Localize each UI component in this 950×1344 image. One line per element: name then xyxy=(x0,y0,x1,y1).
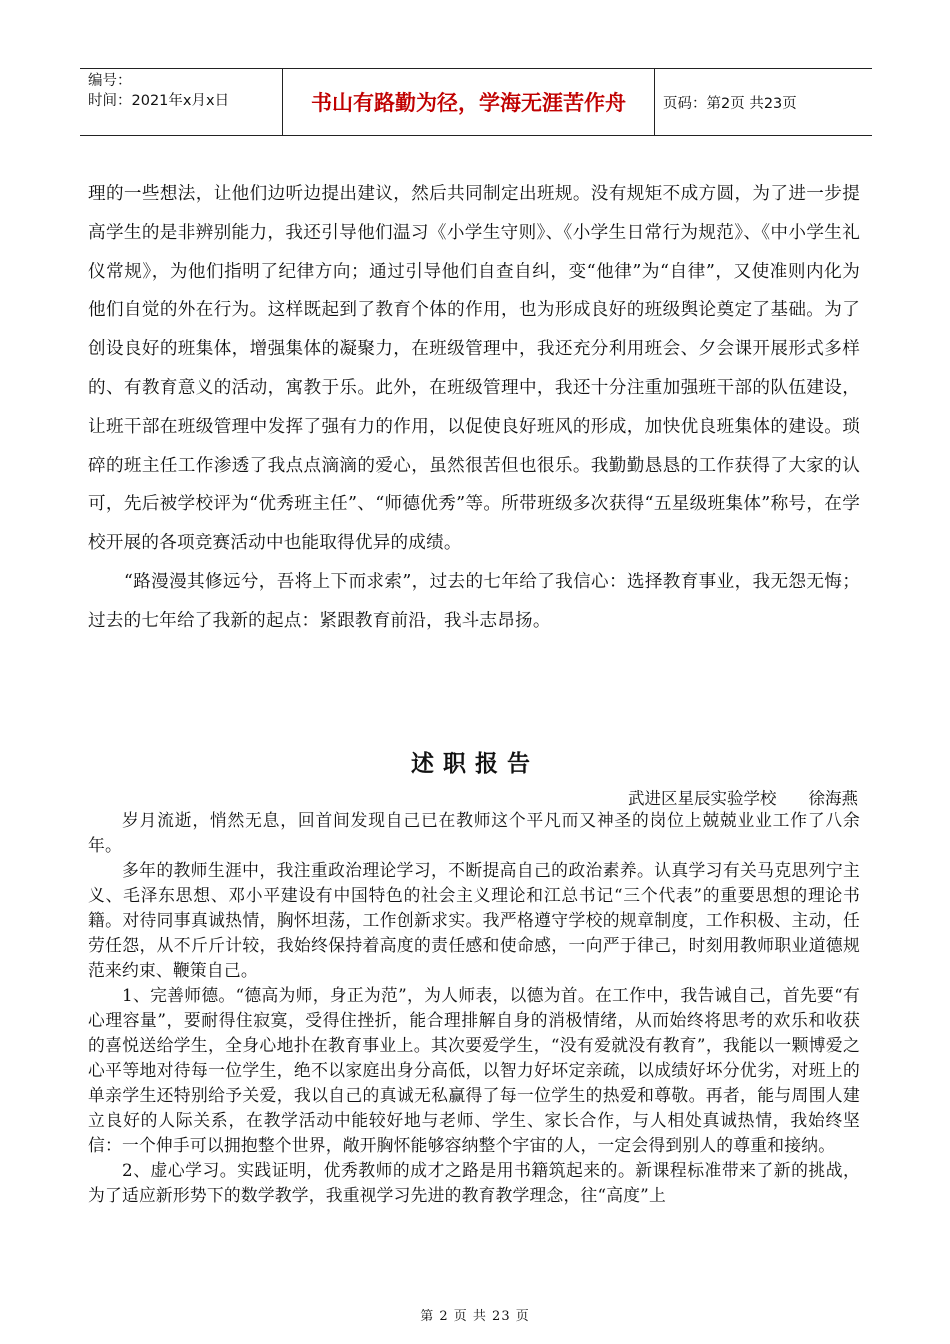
report-paragraph: 岁月流逝，悄然无息，回首间发现自己已在教师这个平凡而又神圣的岗位上兢兢业业工作了八余年。 xyxy=(88,810,860,855)
header-number: 编号： xyxy=(88,73,132,89)
report-title: 述职报告 xyxy=(411,751,539,777)
report-body xyxy=(88,808,860,1208)
header-time: 时间：2021年x月x日 xyxy=(88,93,230,109)
page-header xyxy=(80,68,872,136)
section1-paragraph: 理的一些想法，让他们边听边提出建议，然后共同制定出班规。没有规矩不成方圆，为了进一步提高学生的是非辨别能力，我还引导他们温习《小学生守则》、《小学生日常行为规范》、《中小学生礼仪常规》，为他们指明了纪律方向；通过引导他们自查自纠，变“他律”为“自律”，又使准则内化为他们自觉的外在行为。这样既起到了教育个体的作用，也为形成良好的班级舆论奠定了基础。为了创设良好的班集体，增强集体的凝聚力，在班级管理中，我还充分利用班会、夕会课开展形式多样的、有教育意义的活动，寓教于乐。此外，在班级管理中，我还十分注重加强班干部的队伍建设，让班干部在班级管理中发挥了强有力的作用，以促使良好班风的形成，加快优良班集体的建设。琐碎的班主任工作渗透了我点点滴滴的爱心，虽然很苦但也很乐。我勤勤恳恳的工作获得了大家的认可，先后被学校评为“优秀班主任”、“师德优秀”等。所带班级多次获得“五星级班集体”称号，在学校开展的各项竞赛活动中也能取得优异的成绩。 xyxy=(88,184,860,554)
section1-body xyxy=(88,175,860,641)
section1-paragraph: “路漫漫其修远兮，吾将上下而求索”，过去的七年给了我信心：选择教育事业，我无怨无悔；过去的七年给了我新的起点：紧跟教育前沿，我斗志昂扬。 xyxy=(88,571,860,631)
author-name: 徐海燕 xyxy=(808,789,858,808)
report-paragraph: 多年的教师生涯中，我注重政治理论学习，不断提高自己的政治素养。认真学习有关马克思列宁主义、毛泽东思想、邓小平建设有中国特色的社会主义理论和江总书记“三个代表”的重要思想的理论书籍。对待同事真诚热情，胸怀坦荡，工作创新求实。我严格遵守学校的规章制度，工作积极、主动，任劳任怨，从不斤斤计较，我始终保持着高度的责任感和使命感，一向严于律己，时刻用教师职业道德规范来约束、鞭策自己。 xyxy=(88,860,860,980)
page-footer: 第 2 页 共 23 页 xyxy=(420,1309,530,1324)
header-meta xyxy=(80,69,283,135)
author-line xyxy=(628,788,858,810)
report-paragraph: 2、虚心学习。实践证明，优秀教师的成才之路是用书籍筑起来的。新课程标准带来了新的挑战，为了适应新形势下的数学教学，我重视学习先进的教育教学理念，往“高度”上 xyxy=(88,1160,860,1205)
author-school: 武进区星辰实验学校 xyxy=(628,789,777,808)
header-page-number: 页码：第2页 共23页 xyxy=(663,95,797,112)
report-paragraph: 1、完善师德。“德高为师，身正为范”，为人师表，以德为首。在工作中，我告诫自己，首先要“有心理容量”，要耐得住寂寞，受得住挫折，能合理排解自身的消极情绪，从而始终将思考的欢乐和收获的喜悦送给学生，全身心地扑在教育事业上。其次要爱学生，“没有爱就没有教育”，我能以一颗博爱之心平等地对待每一位学生，绝不以家庭出身分高低，以智力好坏定亲疏，以成绩好坏分优劣，对班上的单亲学生还特别给予关爱，我以自己的真诚无私赢得了每一位学生的热爱和尊敬。再者，能与周围人建立良好的人际关系，在教学活动中能较好地与老师、学生、家长合作，与人相处真诚热情，我始终坚信：一个伸手可以拥抱整个世界，敞开胸怀能够容纳整个宇宙的人，一定会得到别人的尊重和接纳。 xyxy=(88,985,860,1155)
header-motto: 书山有路勤为径，学海无涯苦作舟 xyxy=(283,69,655,135)
